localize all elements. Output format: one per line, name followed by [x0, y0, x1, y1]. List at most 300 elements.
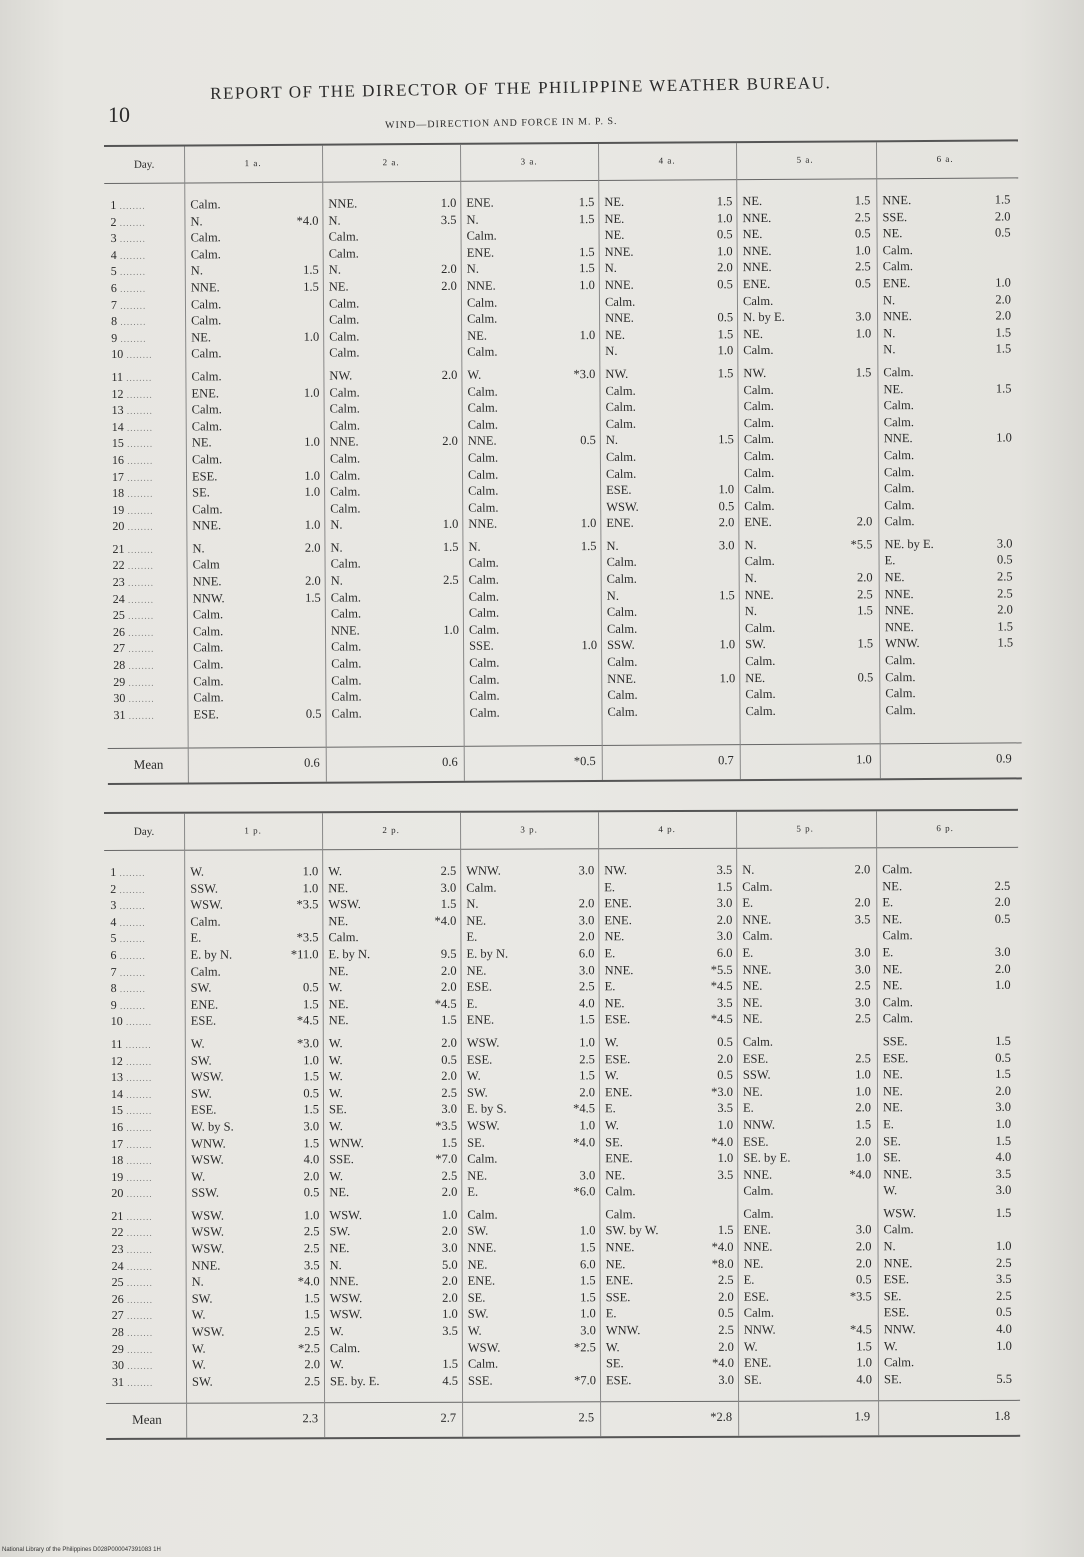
leader-dots: ........: [123, 1361, 154, 1372]
table-pm-hours: [104, 809, 1020, 1440]
day-number: [105, 1013, 185, 1030]
wind-direction: Calm.: [882, 242, 913, 258]
wind-force: 1.0: [717, 1117, 734, 1132]
table-row: [878, 1371, 1016, 1388]
leader-dots: ........: [124, 610, 155, 622]
wind-direction: Calm.: [605, 416, 636, 431]
leader-dots: ........: [125, 710, 155, 721]
wind-direction: NE.: [604, 194, 625, 209]
wind-direction: WNW.: [191, 1136, 226, 1151]
wind-direction: Calm.: [742, 1034, 774, 1049]
wind-direction: ENE.: [742, 276, 771, 292]
wind-force: 2.0: [854, 895, 871, 910]
table-row: [323, 1035, 461, 1052]
leader-dots: ........: [116, 984, 146, 995]
table-row: [879, 585, 1017, 602]
table-row: [599, 1183, 737, 1200]
day-number-text: 18: [111, 1153, 124, 1168]
wind-direction: N.: [883, 1239, 896, 1254]
wind-force: 1.5: [995, 341, 1012, 356]
table-row: [461, 1167, 599, 1184]
wind-direction: SW.: [190, 980, 212, 995]
table-row: [186, 517, 324, 534]
wind-force: 2.0: [856, 570, 873, 585]
table-row: [461, 227, 599, 244]
wind-direction: W.: [328, 1069, 343, 1084]
wind-force: 2.5: [996, 569, 1013, 584]
table-row: [462, 538, 600, 555]
table-row: [185, 1085, 323, 1102]
wind-force: 2.0: [442, 1290, 458, 1305]
wind-force: 1.5: [303, 1135, 320, 1150]
table-row: [185, 368, 323, 385]
table-row: [737, 1083, 875, 1100]
wind-force: 0.5: [302, 980, 319, 995]
table-row: [185, 1135, 323, 1152]
table-row: [325, 572, 463, 589]
wind-direction: NNE.: [191, 1258, 221, 1273]
wind-force: 1.5: [304, 1307, 320, 1322]
wind-force: 1.0: [442, 517, 459, 532]
day-number-text: 21: [112, 541, 125, 556]
wind-force: 1.5: [855, 1117, 872, 1132]
wind-direction: NNE.: [604, 277, 634, 292]
table-row: [461, 1134, 599, 1151]
day-number: [105, 1052, 185, 1069]
wind-force: 1.0: [717, 1150, 734, 1165]
table-row: [184, 946, 322, 963]
leader-dots: ........: [116, 917, 146, 928]
wind-direction: Calm.: [468, 589, 500, 604]
table-row: [187, 589, 325, 606]
wind-force: 0.5: [718, 498, 735, 513]
day-number-text: 10: [110, 1014, 123, 1029]
day-number-text: 28: [113, 657, 126, 672]
leader-dots: ........: [122, 1089, 153, 1100]
leader-dots: ........: [116, 267, 147, 278]
table-row: [878, 480, 1016, 497]
wind-force: 2.5: [442, 572, 459, 587]
wind-force: *4.0: [711, 1134, 734, 1149]
table-header-row: [104, 811, 1018, 851]
wind-force: 1.5: [995, 1033, 1011, 1048]
leader-dots: ........: [116, 934, 146, 945]
table-row: [737, 1183, 875, 1200]
wind-force: 2.0: [441, 1274, 458, 1289]
day-number: [106, 418, 186, 435]
wind-direction: E.: [743, 1272, 755, 1288]
wind-force: 2.0: [855, 1239, 872, 1254]
table-row: [323, 245, 461, 262]
wind-direction: Calm.: [745, 703, 776, 718]
wind-direction: ESE.: [466, 979, 492, 994]
table-row: [462, 1355, 600, 1372]
wind-direction: SSE.: [329, 1152, 354, 1167]
wind-force: 2.5: [995, 1255, 1012, 1270]
table-row: [322, 913, 460, 930]
day-number-text: 7: [110, 964, 117, 979]
wind-direction: N.: [605, 433, 619, 448]
wind-direction: WSW.: [191, 1208, 224, 1223]
table-row: [877, 1116, 1015, 1133]
wind-direction: ESE.: [604, 1051, 631, 1066]
wind-force: 1.5: [579, 1240, 596, 1255]
wind-direction: W.: [605, 1339, 620, 1354]
wind-force: 1.5: [303, 279, 319, 294]
wind-direction: WSW.: [329, 1207, 362, 1223]
wind-force: 2.5: [855, 1050, 871, 1065]
wind-force: 1.5: [442, 1356, 458, 1372]
day-number: [105, 279, 185, 296]
wind-force: 1.0: [856, 1355, 872, 1370]
table-row: [739, 702, 877, 719]
wind-force: 1.0: [996, 430, 1012, 445]
wind-force: 3.0: [994, 944, 1011, 959]
leader-dots: ........: [123, 1344, 154, 1355]
wind-direction: WSW.: [467, 1340, 501, 1355]
wind-force: 1.5: [442, 539, 459, 554]
table-row: [599, 995, 737, 1012]
wind-force: 0.5: [855, 276, 871, 291]
wind-direction: ESE.: [190, 1013, 217, 1029]
table-row: [460, 929, 598, 946]
wind-force: 1.5: [716, 879, 733, 894]
wind-force: 1.5: [580, 1290, 596, 1305]
wind-direction: N.: [192, 541, 205, 556]
table-row: [463, 687, 601, 704]
wind-direction: NE.: [605, 1167, 626, 1182]
wind-direction: Calm.: [882, 928, 913, 943]
wind-direction: Calm.: [468, 483, 499, 498]
wind-force: *2.5: [297, 1340, 320, 1355]
wind-direction: NE.: [605, 327, 626, 342]
wind-direction: NE.: [604, 211, 625, 226]
wind-direction: ENE.: [606, 516, 634, 531]
table-row: [187, 705, 325, 722]
wind-force: 2.0: [578, 896, 595, 911]
wind-direction: Calm.: [745, 653, 776, 669]
table-row: [462, 449, 600, 466]
day-number-text: 26: [112, 624, 126, 639]
wind-direction: W.: [743, 1339, 758, 1354]
wind-direction: N.: [883, 342, 896, 357]
table-row: [323, 228, 461, 245]
table-row: [323, 1151, 461, 1168]
wind-direction: NNE.: [329, 434, 359, 449]
table-row: [600, 537, 738, 554]
table-row: [737, 342, 875, 359]
wind-force: 3.5: [717, 1101, 734, 1116]
leader-dots: ........: [124, 505, 154, 516]
table-row: [877, 1132, 1015, 1149]
day-column: [104, 197, 187, 724]
wind-direction: N.: [468, 539, 481, 554]
wind-force: *3.0: [296, 1036, 319, 1051]
table-row: [600, 1355, 738, 1372]
day-number-text: 6: [110, 280, 117, 295]
day-number: [104, 914, 184, 931]
table-row: [877, 341, 1015, 358]
wind-direction: SE.: [883, 1133, 901, 1148]
table-row: [737, 1050, 875, 1067]
table-row: [185, 279, 323, 296]
day-number: [106, 451, 186, 468]
wind-direction: Calm.: [330, 590, 362, 605]
day-number-text: 18: [112, 485, 125, 501]
day-number: [105, 1168, 185, 1185]
leader-dots: ........: [123, 1139, 153, 1150]
day-number: [106, 1374, 186, 1391]
wind-force: 0.5: [854, 226, 871, 241]
table-row: [879, 602, 1017, 619]
table-row: [187, 689, 325, 706]
wind-force: *4.5: [296, 1013, 319, 1028]
wind-force: 1.5: [303, 997, 319, 1012]
wind-force: 2.0: [994, 209, 1011, 224]
day-number-text: 1: [110, 197, 117, 212]
table-row: [325, 588, 463, 605]
wind-direction: Calm.: [884, 497, 915, 512]
wind-direction: WSW.: [190, 897, 223, 912]
table-row: [599, 1011, 737, 1028]
wind-direction: ENE.: [605, 1151, 633, 1166]
wind-force: 2.5: [857, 586, 873, 602]
table-row: [878, 397, 1016, 414]
table-row: [324, 539, 462, 556]
table-row: [324, 1256, 462, 1273]
table-row: [323, 1207, 461, 1224]
wind-force: 6.0: [579, 1256, 596, 1271]
day-number-text: 20: [111, 1186, 124, 1201]
wind-force: 0.5: [717, 277, 733, 292]
table-row: [322, 896, 460, 913]
table-row: [877, 241, 1015, 258]
wind-force: 3.5: [717, 1167, 734, 1182]
wind-direction: NE.: [329, 1241, 350, 1256]
wind-direction: NNE.: [467, 1240, 497, 1255]
table-row: [599, 978, 737, 995]
hour-column: [322, 863, 462, 1390]
wind-direction: SW.: [745, 637, 766, 652]
wind-direction: Calm.: [467, 1151, 498, 1166]
wind-direction: WSW.: [191, 1324, 225, 1339]
wind-force: 2.0: [441, 1035, 457, 1050]
wind-direction: Calm.: [743, 415, 774, 430]
day-number-text: 23: [112, 574, 125, 590]
hour-column: [736, 192, 877, 719]
wind-direction: NNW.: [743, 1322, 776, 1337]
wind-direction: Calm.: [742, 293, 774, 308]
table-row: [737, 364, 875, 381]
wind-direction: NNE.: [742, 912, 772, 927]
wind-force: 3.0: [855, 1222, 872, 1237]
wind-direction: Calm.: [605, 449, 637, 464]
wind-direction: SE.: [467, 1135, 485, 1150]
wind-force: 2.5: [994, 878, 1011, 893]
wind-direction: Calm.: [605, 1207, 636, 1222]
table-row: [463, 588, 601, 605]
day-number: [105, 246, 185, 263]
table-row: [324, 466, 462, 483]
wind-direction: N.: [604, 261, 617, 276]
day-number: [105, 1102, 185, 1119]
wind-direction: Calm.: [469, 655, 500, 670]
wind-direction: N.: [606, 588, 619, 603]
table-row: [600, 431, 738, 448]
day-number-text: 3: [110, 898, 117, 913]
table-row: [738, 414, 876, 431]
wind-force: 0.5: [995, 1050, 1011, 1065]
day-number-text: 7: [110, 297, 118, 312]
day-number-text: 4: [110, 247, 117, 262]
wind-force: 2.0: [441, 1224, 458, 1239]
wind-direction: NNW.: [743, 1117, 775, 1132]
wind-force: 1.0: [579, 1035, 595, 1050]
day-number: [106, 435, 186, 452]
table-row: [601, 554, 739, 571]
table-row: [739, 586, 877, 603]
table-row: [601, 587, 739, 604]
table-row: [736, 894, 874, 911]
wind-direction: NE.: [191, 330, 212, 345]
hour-header: 6 p.: [936, 823, 954, 834]
wind-direction: NE.: [882, 911, 903, 927]
wind-force: 2.0: [718, 1289, 734, 1304]
wind-force: 2.0: [579, 1085, 596, 1100]
leader-dots: ........: [124, 577, 154, 588]
table-row: [876, 911, 1014, 928]
wind-direction: NNE.: [330, 623, 360, 638]
table-row: [737, 1011, 875, 1028]
wind-direction: WNW.: [466, 863, 501, 878]
table-row: [323, 996, 461, 1013]
wind-direction: Calm.: [329, 1340, 361, 1355]
wind-direction: Calm.: [192, 607, 224, 622]
table-row: [876, 927, 1014, 944]
table-row: [877, 274, 1015, 291]
wind-force: 2.5: [996, 1288, 1012, 1303]
wind-direction: N.: [190, 213, 203, 229]
wind-direction: ESE.: [883, 1305, 910, 1320]
day-number: [106, 540, 186, 557]
day-number: [106, 1274, 186, 1291]
table-row: [600, 465, 738, 482]
mean-value: *2.8: [710, 1409, 733, 1424]
wind-direction: Calm.: [329, 312, 360, 327]
table-row: [325, 555, 463, 572]
table-row: [461, 383, 599, 400]
table-row: [878, 1304, 1016, 1321]
wind-direction: SW.: [191, 1374, 213, 1389]
wind-direction: NNE.: [604, 962, 634, 977]
table-row: [737, 1116, 875, 1133]
table-row: [323, 1167, 461, 1184]
table-row: [461, 1034, 599, 1051]
wind-direction: NNE.: [605, 310, 634, 326]
day-number: [107, 673, 187, 690]
table-row: [876, 877, 1014, 894]
wind-direction: Calm.: [466, 880, 497, 895]
wind-force: 1.5: [303, 1102, 320, 1117]
wind-direction: Calm.: [468, 572, 499, 587]
wind-direction: ENE.: [466, 195, 494, 210]
wind-direction: NE.: [605, 1256, 626, 1271]
hour-column: [322, 195, 463, 722]
wind-direction: NNE.: [743, 1167, 773, 1182]
table-row: [739, 619, 877, 636]
table-row: [599, 293, 737, 310]
day-number: [105, 1208, 185, 1225]
wind-force: 2.0: [717, 1051, 733, 1066]
wind-direction: WSW.: [191, 1152, 224, 1167]
wind-force: 1.0: [718, 482, 735, 497]
wind-force: 1.5: [717, 1223, 734, 1238]
wind-force: 2.5: [578, 979, 595, 994]
wind-direction: Calm.: [742, 879, 773, 894]
day-number: [105, 1241, 185, 1258]
wind-force: *4.5: [573, 1101, 596, 1116]
wind-direction: Calm.: [331, 706, 362, 721]
table-row: [877, 380, 1015, 397]
wind-direction: Calm.: [329, 345, 360, 360]
wind-direction: Calm.: [744, 482, 775, 497]
table-row: [461, 1223, 599, 1240]
wind-force: *4.5: [710, 978, 733, 994]
wind-force: 1.0: [994, 977, 1011, 993]
wind-direction: ESE.: [191, 468, 218, 483]
table-row: [323, 1101, 461, 1118]
table-row: [322, 863, 460, 880]
day-number: [105, 1119, 185, 1136]
table-row: [184, 930, 322, 947]
table-row: [877, 1182, 1015, 1199]
leader-dots: ........: [123, 1106, 153, 1117]
table-row: [325, 655, 463, 672]
table-row: [461, 1184, 599, 1201]
table-row: [462, 1256, 600, 1273]
wind-direction: ENE.: [466, 245, 495, 260]
wind-direction: ESE.: [604, 1012, 631, 1027]
wind-direction: Calm.: [882, 1011, 913, 1026]
day-number: [105, 963, 185, 980]
wind-direction: NE.: [467, 328, 488, 343]
table-row: [599, 961, 737, 978]
wind-force: 2.5: [441, 1085, 458, 1100]
wind-direction: NE.: [882, 961, 903, 976]
table-row: [600, 481, 738, 498]
day-number-text: 30: [111, 1358, 124, 1373]
table-row: [737, 381, 875, 398]
wind-force: 2.0: [440, 963, 457, 978]
wind-direction: NNE.: [605, 1240, 635, 1255]
wind-force: 2.0: [855, 1133, 872, 1148]
wind-direction: Calm.: [883, 1222, 914, 1237]
wind-direction: ESE.: [466, 1052, 493, 1067]
wind-direction: NE.: [466, 963, 487, 978]
wind-direction: SW.: [466, 1085, 488, 1100]
leader-dots: ........: [123, 1211, 153, 1222]
table-row: [598, 862, 736, 879]
wind-direction: Calm.: [329, 329, 360, 344]
table-row: [599, 1100, 737, 1117]
wind-force: 1.5: [578, 244, 595, 259]
table-row: [877, 1049, 1015, 1066]
day-number: [105, 1152, 185, 1169]
leader-dots: ........: [123, 439, 154, 450]
day-number: [106, 485, 186, 502]
table-row: [185, 328, 323, 345]
leader-dots: ........: [124, 544, 154, 555]
